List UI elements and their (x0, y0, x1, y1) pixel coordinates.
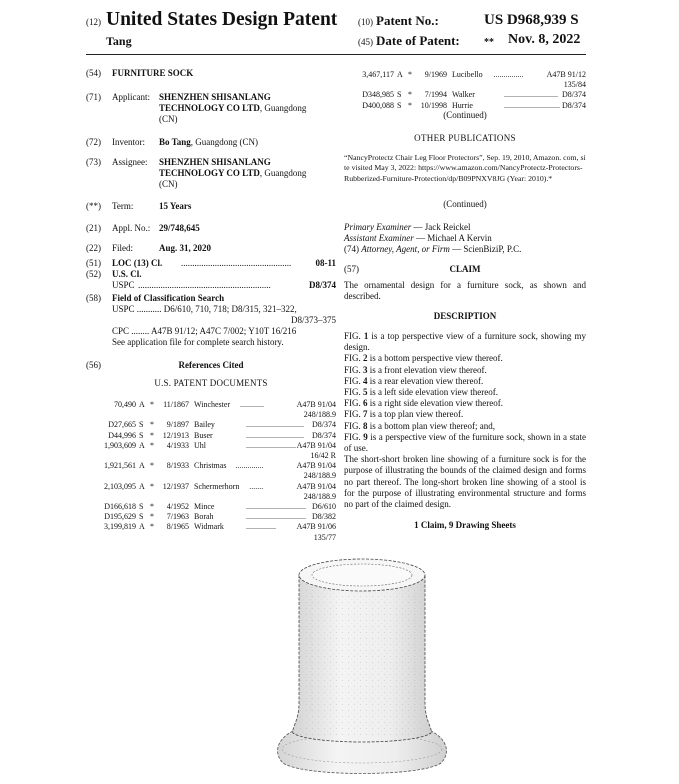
figure-prefix: FIG. (344, 353, 364, 364)
figure-text: is a bottom perspective view thereof. (367, 353, 503, 364)
reference-leader-dots: ............... (493, 70, 524, 79)
search-cpc: CPC ........ A47B 91/12; A47C 7/002; Y10T 16/216 (112, 326, 297, 336)
reference-row-continued (86, 533, 336, 543)
figure-text: is a perspective view of the furniture sock, shown in a state of use. (344, 431, 586, 454)
assignee-company: TECHNOLOGY CO LTD (159, 168, 260, 178)
figure-number: 3 (363, 364, 368, 375)
reference-row (86, 400, 336, 410)
reference-class: D8/382 (312, 512, 336, 522)
header-rule (86, 54, 586, 55)
reference-row (86, 512, 336, 522)
appl-no-label: Appl. No.: (112, 223, 151, 233)
attorney-code: (74) (344, 244, 359, 254)
reference-leader-dots: ........................... (504, 90, 558, 100)
field-code: (72) (86, 137, 101, 147)
reference-leader-dots: .............................. (246, 512, 306, 522)
reference-row (344, 70, 586, 80)
figure-description (344, 353, 586, 364)
figure-description (344, 376, 586, 387)
inventor-short-name: Tang (106, 34, 132, 48)
reference-date: 8/1933 (166, 461, 189, 471)
applicant-line2 (159, 103, 306, 114)
assignee-name: SHENZHEN SHISANLANG (159, 157, 271, 167)
reference-date: 4/1952 (166, 502, 189, 511)
reference-cited-by-examiner: * (150, 420, 154, 430)
figure-prefix: FIG. (344, 409, 364, 420)
reference-number: D27,665 (108, 420, 136, 430)
patent-date: Nov. 8, 2022 (508, 32, 581, 47)
reference-class: D8/374 (312, 420, 336, 430)
figure-number: 7 (363, 409, 368, 420)
reference-leader-dots: ....... (249, 481, 264, 491)
reference-leader-dots: .............. (235, 461, 264, 471)
reference-row (86, 431, 336, 441)
reference-leader-dots: ......................... (246, 440, 296, 450)
search-uspc-cont: D8/373–375 (291, 315, 336, 325)
reference-row-continued (86, 492, 336, 502)
us-cl-label: U.S. Cl. (112, 269, 142, 279)
reference-number: 2,103,095 (104, 481, 136, 491)
uspc-label: USPC (112, 280, 135, 290)
reference-class: A47B 91/04 (296, 481, 336, 491)
figure-description (344, 409, 586, 420)
reference-kind: S (139, 420, 144, 430)
reference-inventor: Winchester (194, 400, 231, 409)
term-label: Term: (112, 201, 134, 211)
search-uspc: USPC ........... D6/610, 710, 718; D8/315, 321–322, (112, 304, 297, 314)
header (86, 10, 596, 50)
reference-inventor: Uhl (194, 440, 206, 450)
reference-row (86, 461, 336, 471)
reference-kind: S (397, 90, 402, 100)
assignee-location: , Guangdong (259, 168, 307, 178)
figure-description (344, 387, 586, 398)
reference-row (86, 441, 336, 451)
field-code: (51) (86, 258, 101, 268)
reference-class: A47B 91/12 (546, 70, 586, 79)
reference-cited-by-examiner: * (408, 100, 412, 110)
figure-text: is a left side elevation view thereof. (367, 387, 498, 398)
figure-prefix: FIG. (344, 387, 364, 398)
reference-kind: S (139, 512, 144, 522)
assistant-examiner-name: — Michael A Kervin (413, 233, 492, 243)
patent-number: US D968,939 S (484, 12, 579, 28)
reference-number: 3,467,117 (362, 70, 394, 79)
claim-heading: CLAIM (449, 264, 481, 274)
reference-kind: A (139, 461, 145, 471)
reference-class: A47B 91/04 (296, 461, 336, 471)
applicant-company: TECHNOLOGY CO LTD (159, 103, 260, 113)
figure-text: is a top perspective view of a furniture sock, showing my design. (344, 331, 586, 353)
field-22-filed (86, 243, 336, 255)
field-code: (73) (86, 157, 101, 167)
description-body (344, 331, 586, 510)
figure-number: 9 (363, 431, 368, 442)
reference-inventor: Widmark (194, 522, 224, 532)
date-of-patent-label: Date of Patent: (376, 33, 460, 48)
reference-inventor: Schermerhorn (194, 481, 240, 491)
reference-inventor: Lucibello (452, 70, 483, 79)
reference-number: D44,996 (108, 430, 136, 440)
field-72-inventor (86, 137, 336, 149)
field-code: (22) (86, 243, 101, 253)
reference-kind: S (397, 100, 402, 110)
reference-leader-dots: ............... (246, 522, 276, 532)
loc-label: LOC (13) Cl. (112, 258, 163, 268)
reference-number: D400,088 (362, 100, 394, 110)
reference-date: 4/1933 (166, 440, 189, 450)
primary-examiner-label: Primary Examiner (344, 222, 412, 232)
reference-date: 11/1867 (163, 400, 189, 409)
reference-cited-by-examiner: * (150, 502, 154, 511)
figure-prefix: FIG. (344, 331, 364, 341)
figure-text: is a bottom plan view thereof; and, (367, 420, 495, 431)
reference-number: 70,490 (114, 400, 136, 409)
inventor-label: Inventor: (112, 137, 145, 147)
reference-cited-by-examiner: * (150, 512, 154, 522)
figure-text: is a front elevation view thereof. (367, 364, 487, 375)
reference-row (344, 90, 586, 100)
figure-prefix: FIG. (344, 398, 364, 409)
reference-cited-by-examiner: * (150, 430, 154, 440)
filed-label: Filed: (112, 243, 134, 253)
us-patent-docs-heading: U.S. PATENT DOCUMENTS (154, 378, 268, 388)
reference-kind: A (139, 522, 145, 532)
design-title: FURNITURE SOCK (112, 68, 194, 78)
term-value: 15 Years (159, 201, 192, 211)
patent-no-label: Patent No.: (376, 13, 439, 28)
reference-date: 8/1965 (166, 522, 189, 532)
reference-inventor: Walker (452, 90, 475, 100)
claim-code: (57) (344, 264, 359, 274)
patent-type-title: United States Design Patent (106, 9, 338, 30)
field-58-search (86, 293, 336, 345)
reference-row-continued (86, 451, 336, 461)
reference-leader-dots: .............................. (246, 502, 306, 511)
reference-cited-by-examiner: * (408, 90, 412, 100)
field-56-references (86, 360, 336, 390)
reference-kind: A (397, 70, 403, 79)
inventor-location: , Guangdong (CN) (190, 137, 259, 147)
reference-date: 12/1913 (162, 430, 189, 440)
figure-number: 5 (363, 387, 368, 398)
reference-class-continued: 248/188.9 (303, 410, 336, 420)
primary-examiner (344, 222, 586, 233)
assignee-label: Assignee: (112, 157, 148, 167)
reference-cited-by-examiner: * (150, 400, 154, 409)
claim-text: The ornamental design for a furniture sock, as shown and described. (344, 280, 586, 302)
figure-number: 1 (363, 331, 369, 341)
reference-kind: A (139, 481, 145, 491)
reference-row-continued (86, 410, 336, 420)
other-publications-text: “NancyProtectz Chair Leg Floor Protectors”, Sep. 19, 2010, Amazon. com, site visited May 3, 2022: https://www.amazon.com/NancyProtectz-Protectors-Rubberized-Furniture-Protection/dp/B09PNXV8JG (Year: 2010).* (344, 153, 586, 183)
applicant-name: SHENZHEN SHISANLANG (159, 92, 271, 102)
reference-kind: S (139, 502, 144, 511)
reference-row (86, 420, 336, 430)
figure-description (344, 331, 586, 353)
date-stars: ** (484, 37, 494, 48)
reference-class: A47B 91/06 (296, 522, 336, 532)
figure-description (344, 365, 586, 376)
field-21-appl-no (86, 223, 336, 235)
reference-kind: A (139, 400, 145, 409)
field-code: (71) (86, 92, 101, 102)
reference-inventor: Buser (194, 430, 213, 440)
reference-number: D166,618 (104, 502, 136, 511)
reference-class-continued: 135/84 (563, 80, 586, 90)
field-code: (56) (86, 360, 101, 370)
uspc-value: D8/374 (309, 280, 336, 290)
applicant-label: Applicant: (112, 92, 150, 102)
reference-number: D348,985 (362, 90, 394, 100)
reference-class-continued: 248/188.9 (303, 491, 336, 501)
figure-prefix: FIG. (344, 364, 364, 375)
reference-cited-by-examiner: * (150, 461, 154, 471)
figure-number: 6 (363, 398, 368, 409)
assignee-country: (CN) (159, 179, 178, 189)
figure-text: is a rear elevation view thereof. (367, 375, 484, 386)
reference-inventor: Borah (194, 512, 214, 522)
attorney-agent (344, 244, 586, 255)
figure-prefix: FIG. (344, 431, 364, 442)
references-title: References Cited (178, 360, 244, 370)
field-code: (58) (86, 293, 101, 303)
appl-no-value: 29/748,645 (159, 223, 200, 233)
reference-number: 1,903,609 (104, 440, 136, 450)
reference-leader-dots: ............................. (246, 430, 304, 440)
reference-row-continued (86, 471, 336, 481)
figure-text: is a right side elevation view thereof. (367, 398, 503, 409)
reference-number: 3,199,819 (104, 522, 136, 532)
field-52-us-cl (86, 269, 336, 293)
assistant-examiner-label: Assistant Examiner (344, 233, 414, 243)
reference-class-continued: 248/188.9 (303, 471, 336, 481)
figure-description (344, 421, 586, 432)
header-code-10: (10) (358, 17, 373, 27)
applicant-location: , Guangdong (259, 103, 307, 113)
attorney-name: — ScienBiziP, P.C. (449, 244, 522, 254)
reference-class: D8/374 (562, 90, 586, 100)
reference-class-continued: 16/42 R (310, 451, 336, 460)
reference-inventor: Mince (194, 502, 215, 511)
reference-class: A47B 91/04 (296, 440, 336, 450)
claim-heading-row (344, 264, 586, 276)
inventor-name: Bo Tang (159, 137, 191, 147)
reference-leader-dots: ............................. (246, 420, 304, 430)
description-heading: DESCRIPTION (433, 311, 497, 321)
reference-class: A47B 91/04 (296, 400, 336, 409)
header-code-12: (12) (86, 17, 101, 27)
reference-cited-by-examiner: * (150, 522, 154, 532)
loc-value: 08-11 (315, 258, 336, 268)
claims-count: 1 Claim, 9 Drawing Sheets (414, 520, 516, 530)
reference-date: 7/1994 (424, 90, 447, 100)
field-code: (54) (86, 68, 101, 78)
reference-row-continued (344, 80, 586, 90)
loc-leader-dots: ................................................. (181, 258, 292, 268)
right-references-list (344, 70, 586, 110)
search-field-label: Field of Classification Search (112, 293, 225, 303)
reference-number: 1,921,561 (104, 461, 136, 471)
assistant-examiner (344, 233, 586, 244)
reference-date: 9/1969 (424, 70, 447, 79)
reference-kind: A (139, 440, 145, 450)
other-publications-heading: OTHER PUBLICATIONS (414, 133, 516, 143)
left-references-list (86, 400, 336, 560)
field-code: (52) (86, 269, 101, 279)
reference-date: 12/1937 (162, 481, 189, 491)
figure-text: is a top plan view thereof. (367, 409, 464, 420)
publications-continued: (Continued) (443, 199, 487, 209)
reference-row (86, 482, 336, 492)
figure-prefix: FIG. (344, 375, 364, 386)
furniture-sock-drawing-icon (269, 553, 455, 779)
assignee-line2 (159, 168, 306, 179)
reference-row (86, 522, 336, 532)
search-history-note: See application file for complete search history. (112, 337, 284, 347)
primary-examiner-name: — Jack Reickel (411, 222, 471, 232)
figure-description (344, 432, 586, 454)
reference-date: 10/1998 (420, 100, 447, 110)
figure-number: 4 (363, 375, 368, 386)
reference-leader-dots: ............................ (504, 100, 560, 110)
inventor-line (159, 137, 258, 148)
references-continued: (Continued) (443, 110, 487, 120)
filed-date: Aug. 31, 2020 (159, 243, 212, 253)
figure-description (344, 398, 586, 409)
field-73-assignee (86, 157, 336, 193)
reference-inventor: Bailey (194, 420, 215, 430)
reference-class: D8/374 (312, 430, 336, 440)
reference-class: D8/374 (562, 100, 586, 110)
field-code: (**) (86, 201, 101, 211)
reference-date: 7/1963 (166, 512, 189, 522)
figure-prefix: FIG. (344, 420, 364, 431)
reference-cited-by-examiner: * (408, 70, 412, 79)
reference-class: D6/610 (312, 502, 336, 511)
attorney-label: Attorney, Agent, or Firm (361, 244, 450, 254)
reference-cited-by-examiner: * (150, 481, 154, 491)
field-term (86, 201, 336, 213)
field-code: (21) (86, 223, 101, 233)
header-code-45: (45) (358, 37, 373, 47)
uspc-leader-dots: ........................................................... (138, 280, 271, 290)
reference-inventor: Hurrie (452, 100, 473, 110)
reference-date: 9/1897 (166, 420, 189, 430)
reference-inventor: Christmas (194, 461, 227, 471)
reference-class-continued: 135/77 (313, 532, 336, 542)
reference-leader-dots: ............ (240, 400, 264, 409)
applicant-country: (CN) (159, 114, 178, 124)
reference-kind: S (139, 430, 144, 440)
figure-number: 8 (363, 420, 368, 431)
broken-line-statement: The short-short broken line showing of a furniture sock is for the purpose of illustrating the bounds of the claimed design and forms no part thereof. The long-short broken line showing of a stool is for the purpose of illustrating environmental structure and forms no part of the claimed design. (344, 454, 586, 510)
field-71-applicant (86, 92, 336, 128)
reference-row (86, 502, 336, 512)
reference-cited-by-examiner: * (150, 440, 154, 450)
figure-number: 2 (363, 353, 368, 364)
reference-number: D195,629 (104, 512, 136, 522)
